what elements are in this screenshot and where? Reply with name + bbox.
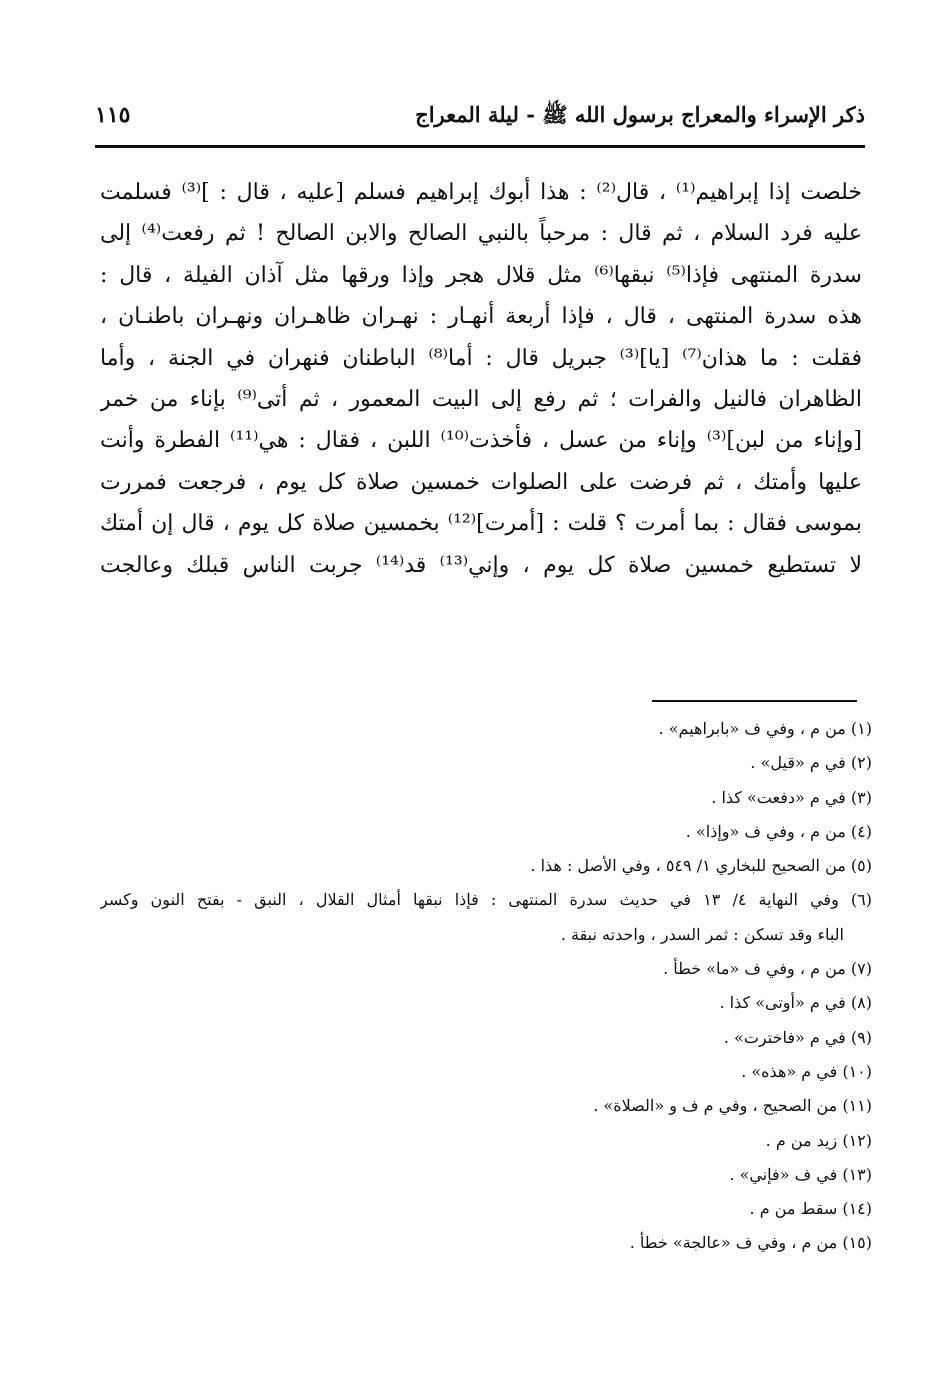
running-header bbox=[95, 100, 865, 144]
footnote: (٧) من م ، وفي ف «ما» خطأ . bbox=[663, 959, 872, 979]
running-title: ذكر الإسراء والمعراج برسول الله ﷺ - ليلة المعراج bbox=[415, 102, 865, 127]
footnote: (١١) من الصحيح ، وفي م ف و «الصلاة» . bbox=[593, 1096, 872, 1116]
footnote: (١) من م ، وفي ف «بابراهيم» . bbox=[658, 719, 872, 738]
main-text bbox=[100, 172, 862, 586]
footnote: (٩) في م «فاخترت» . bbox=[723, 1027, 872, 1047]
footnote-continuation: الباء وقد تسكن : ثمر السدر ، واحدته نبقة . bbox=[560, 924, 844, 944]
footnote: (١٤) سقط من م . bbox=[749, 1199, 872, 1219]
footnote: (١٣) في ف «فإني» . bbox=[729, 1164, 872, 1184]
footnote: (١٥) من م ، وفي ف «عالجة» خطأ . bbox=[629, 1233, 872, 1253]
footnotes bbox=[100, 712, 872, 1261]
footnote-separator bbox=[652, 700, 857, 702]
footnote: (١٢) زيد من م . bbox=[765, 1130, 872, 1150]
text-line: بموسى فقال : بما أمرت ؟ قلت : [أمرت]⁽¹²⁾ بخمسين صلاة كل يوم ، قال إن أمتك bbox=[100, 511, 862, 537]
footnote: (٤) من م ، وفي ف «وإذا» . bbox=[685, 821, 872, 841]
header-rule bbox=[95, 145, 865, 148]
text-line: فقلت : ما هذان⁽⁷⁾ [يا]⁽³⁾ جبريل قال : أما⁽⁸⁾ الباطنان فنهران في الجنة ، وأما bbox=[100, 345, 862, 371]
text-line: لا تستطيع خمسين صلاة كل يوم ، وإني⁽¹³⁾ قد⁽¹⁴⁾ جربت الناس قبلك وعالجت bbox=[100, 552, 862, 578]
page-number: ١١٥ bbox=[95, 102, 131, 128]
text-line: عليه فرد السلام ، ثم قال : مرحباً بالنبي الصالح والابن الصالح ! ثم رفعت⁽⁴⁾ إلى bbox=[100, 221, 862, 247]
footnote: (٦) وفي النهاية ٤/ ١٣ في حديث سدرة المنتهى : فإذا نبقها أمثال القلال ، النبق - بفتح النون وكسر bbox=[100, 890, 872, 910]
text-line: عليها وأمتك ، ثم فرضت على الصلوات خمسين صلاة كل يوم ، فرجعت فمررت bbox=[100, 469, 862, 495]
text-line: [وإناء من لبن]⁽³⁾ وإناء من عسل ، فأخذت⁽¹⁰⁾ اللبن ، فقال : هي⁽¹¹⁾ الفطرة وأنت bbox=[100, 428, 862, 454]
footnote: (٨) في م «أوتى» كذا . bbox=[719, 993, 872, 1013]
footnote: (٢) في م «قيل» . bbox=[750, 753, 872, 773]
text-line: خلصت إذا إبراهيم⁽¹⁾ ، قال⁽²⁾ : هذا أبوك إبراهيم فسلم [عليه ، قال : ]⁽³⁾ فسلمت bbox=[100, 180, 862, 205]
text-line: سدرة المنتهى فإذا⁽⁵⁾ نبقها⁽⁶⁾ مثل قلال هجر وإذا ورقها مثل آذان الفيلة ، قال : bbox=[100, 262, 862, 288]
text-line: هذه سدرة المنتهى ، قال ، فإذا أربعة أنهـار : نهـران ظاهـران ونهـران باطنـان ، bbox=[100, 304, 862, 330]
footnote: (٣) في م «دفعت» كذا . bbox=[711, 787, 872, 807]
footnote: (١٠) في م «هذه» . bbox=[741, 1061, 872, 1081]
footnote: (٥) من الصحيح للبخاري ١/ ٥٤٩ ، وفي الأصل : هذا . bbox=[530, 856, 872, 876]
text-line: الظاهران فالنيل والفرات ؛ ثم رفع إلى البيت المعمور ، ثم أتى⁽⁹⁾ بإناء من خمر bbox=[100, 386, 862, 412]
